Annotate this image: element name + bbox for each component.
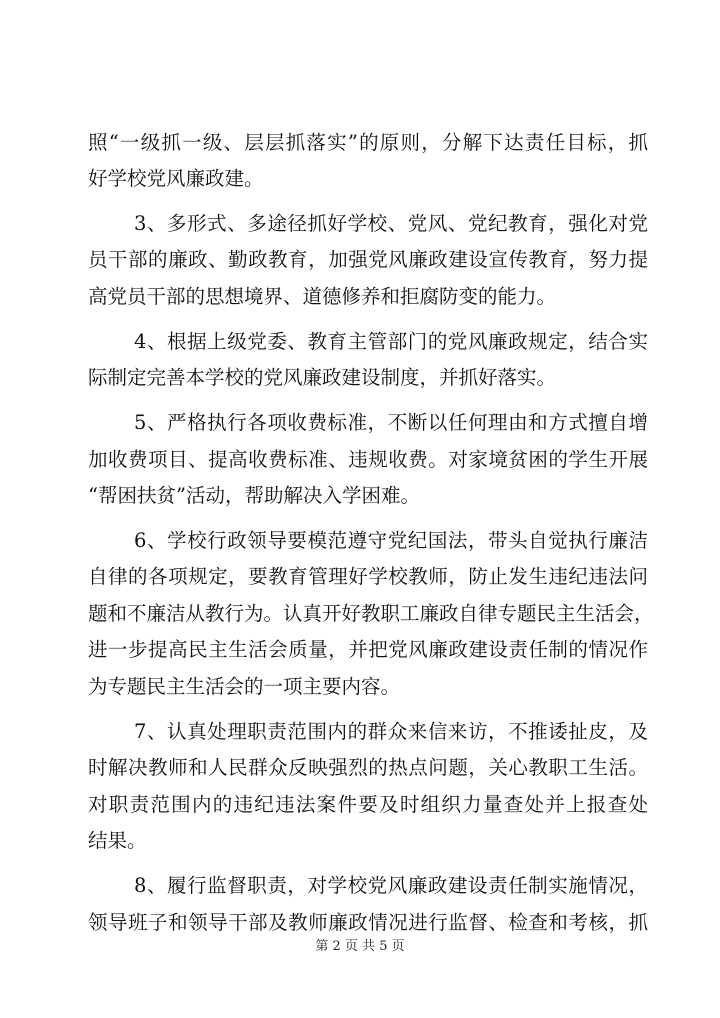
text-line: 领导班子和领导干部及教师廉政情况进行监督、检查和考核，抓	[88, 911, 648, 934]
paragraph-4-first-line: 4、根据上级党委、教育主管部门的党风廉政规定，结合实	[134, 330, 648, 353]
text-line: 好学校党风廉政建。	[88, 167, 264, 190]
paragraph-6-first-line: 6、学校行政领导要模范遵守党纪国法，带头自觉执行廉洁	[134, 529, 648, 552]
text-line: 际制定完善本学校的党风廉政建设制度，并抓好落实。	[88, 366, 557, 389]
text-line: 自律的各项规定，要教育管理好学校教师，防止发生违纪违法问	[88, 565, 648, 588]
text-line: 对职责范围内的违纪违法案件要及时组织力量查处并上报查处	[88, 793, 648, 816]
paragraph-3-first-line: 3、多形式、多途径抓好学校、党风、党纪教育，强化对党	[134, 212, 648, 235]
paragraph-8-first-line: 8、履行监督职责，对学校党风廉政建设责任制实施情况，	[134, 874, 648, 897]
text-line: 高党员干部的思想境界、道德修养和拒腐防变的能力。	[88, 285, 557, 308]
text-line: 进一步提高民主生活会质量，并把党风廉政建设责任制的情况作	[88, 638, 648, 661]
paragraph-7-first-line: 7、认真处理职责范围内的群众来信来访，不推诿扯皮，及	[134, 720, 648, 743]
text-line: “帮困扶贫”活动，帮助解决入学困难。	[88, 484, 420, 507]
text-line: 时解决教师和人民群众反映强烈的热点问题，关心教职工生活。	[88, 756, 648, 779]
page-number-footer: 第 2 页 共 5 页	[315, 939, 405, 954]
text-line: 为专题民主生活会的一项主要内容。	[88, 675, 401, 698]
text-line: 员干部的廉政、勤政教育，加强党风廉政建设宣传教育，努力提	[88, 248, 648, 271]
text-line: 加收费项目、提高收费标准、违规收费。对家境贫困的学生开展	[88, 448, 648, 471]
text-line: 照“一级抓一级、层层抓落实”的原则，分解下达责任目标，抓	[88, 131, 648, 154]
paragraph-5-first-line: 5、严格执行各项收费标准，不断以任何理由和方式擅自增	[134, 411, 648, 434]
text-line: 题和不廉洁从教行为。认真开好教职工廉政自律专题民主生活会，	[88, 602, 654, 625]
text-line: 结果。	[88, 829, 147, 852]
